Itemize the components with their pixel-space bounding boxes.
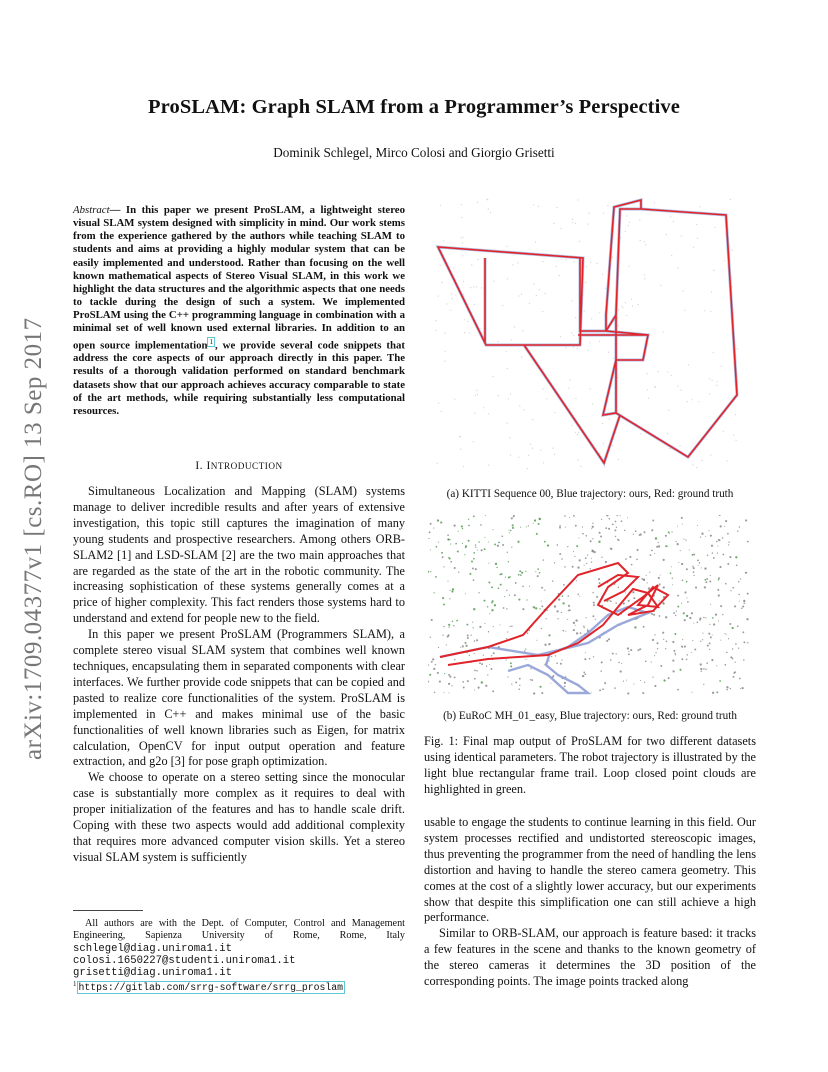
- figure-caption-main: Fig. 1: Final map output of ProSLAM for two different datasets using identical parameters. The robot trajectory is illustrated by the light blue rectangular frame trail. Loop closed point clouds are highlighted in green.: [424, 734, 756, 796]
- section-heading: [73, 460, 405, 472]
- abstract: [73, 204, 405, 418]
- email: colosi.1650227@studenti.uniroma1.it: [73, 954, 296, 967]
- repository-link[interactable]: https://gitlab.com/srrg-software/srrg_proslam: [78, 982, 344, 994]
- abstract-text-b: , we provide several code snippets that address the core aspects of our approach directly in this paper. The results of a thorough validation performed on standard benchmark datasets show that our approach achieves accuracy comparable to state of the art methods, while requiring substantially less computational resources.: [73, 339, 405, 417]
- arxiv-stamp-wrap: [20, 290, 47, 760]
- paragraph: We choose to operate on a stereo setting since the monocular case is substantially more complex as it requires to deal with proper initialization of the features and has to handle scale drift. Coping with these two aspects would add additional complexity that requires more advanced computer vision skills. Yet a stereo visual SLAM system is sufficiently: [73, 770, 405, 864]
- footnote-url-line: $^1$ https://gitlab.com/srrg-software/srrg_proslam: [73, 980, 344, 994]
- left-column-body: [73, 484, 405, 866]
- trajectory-ground-truth: [440, 563, 668, 665]
- email: grisetti@diag.uniroma1.it: [73, 967, 232, 980]
- figure-euroc-map: [428, 515, 752, 700]
- footnote-affiliation: All authors are with the Dept. of Computer, Control and Management Engineering, Sapienza University of Rome, Rome, Italy schlegel@diag.uniroma1.it colosi.1650227@studenti.uniroma1.it grisetti@diag.uniroma1.it: [73, 918, 405, 980]
- abstract-label: Abstract: [73, 204, 110, 216]
- trajectory-ground-truth: [438, 200, 737, 463]
- paragraph: usable to engage the students to continue learning in this field. Our system processes rectified and undistorted stereoscopic images, thus preventing the programmer from the need of handling the lens distortion and having to handle the stereo camera geometry. This comes at the cost of a slightly lower accuracy, but our experiments show that despite this simplification one can still achieve a high performance.: [424, 815, 756, 925]
- point-cloud: [428, 515, 749, 695]
- footnote-rule: [73, 910, 143, 911]
- arxiv-stamp: arXiv:1709.04377v1 [cs.RO] 13 Sep 2017: [20, 317, 47, 760]
- footnote-link[interactable]: 1: [209, 337, 213, 346]
- right-column-body: [424, 815, 756, 990]
- section-first-letter: I: [206, 460, 211, 472]
- email: schlegel@diag.uniroma1.it: [73, 942, 232, 955]
- paper-title: ProSLAM: Graph SLAM from a Programmer’s Perspective: [148, 96, 680, 118]
- paragraph: In this paper we present ProSLAM (Programmers SLAM), a complete stereo visual SLAM system that combines well known techniques, encapsulating them in separated components with clear interfaces. We further provide code snippets that can be copied and pasted to realize core functionalities of the system. ProSLAM is implemented in C++ and makes minimal use of the basic functionalities of well known libraries such as Eigen, for matrix calculation, OpenCV for input output operation and feature extraction, and g2o [3] for pose graph optimization.: [73, 627, 405, 769]
- paper-authors: Dominik Schlegel, Mirco Colosi and Giorgio Grisetti: [273, 145, 555, 160]
- section-rest: NTRODUCTION: [210, 461, 283, 471]
- paragraph: Simultaneous Localization and Mapping (SLAM) systems manage to deliver incredible results and after years of extensive investigation, this topic still captures the imagination of many young students and prospective researchers. Among others ORB-SLAM2 [1] and LSD-SLAM [2] are the two main approaches that are regarded as the state of the art in the robotic community. The increasing sophistication of these systems generally comes at a price of higher complexity. This fact renders those systems hard to understand and extend for people new to the field.: [73, 484, 405, 626]
- figure-caption-a: (a) KITTI Sequence 00, Blue trajectory: ours, Red: ground truth: [446, 488, 734, 500]
- abstract-text-a: — In this paper we present ProSLAM, a lightweight stereo visual SLAM system designed with simplicity in mind. Our work stems from the experience gathered by the authors while teaching SLAM to students and aims at providing a highly modular system that can be easily implemented and understood. Rather than focusing on the well known mathematical aspects of Stereo Visual SLAM, in this work we highlight the data structures and the algorithmic aspects that one needs to tackle during the design of such a system. We implemented ProSLAM using the C++ programming language in combination with a minimal set of well known used external libraries. In addition to an open source implementation: [73, 204, 405, 352]
- figure-caption-b: (b) EuRoC MH_01_easy, Blue trajectory: ours, Red: ground truth: [443, 710, 737, 722]
- paragraph: Similar to ORB-SLAM, our approach is feature based: it tracks a few features in the scene and thanks to the known geometry of the stereo cameras it determines the 3D position of the corresponding points. The image points tracked along: [424, 926, 756, 989]
- section-numeral: I.: [195, 460, 204, 472]
- figure-kitti-map: [428, 195, 752, 475]
